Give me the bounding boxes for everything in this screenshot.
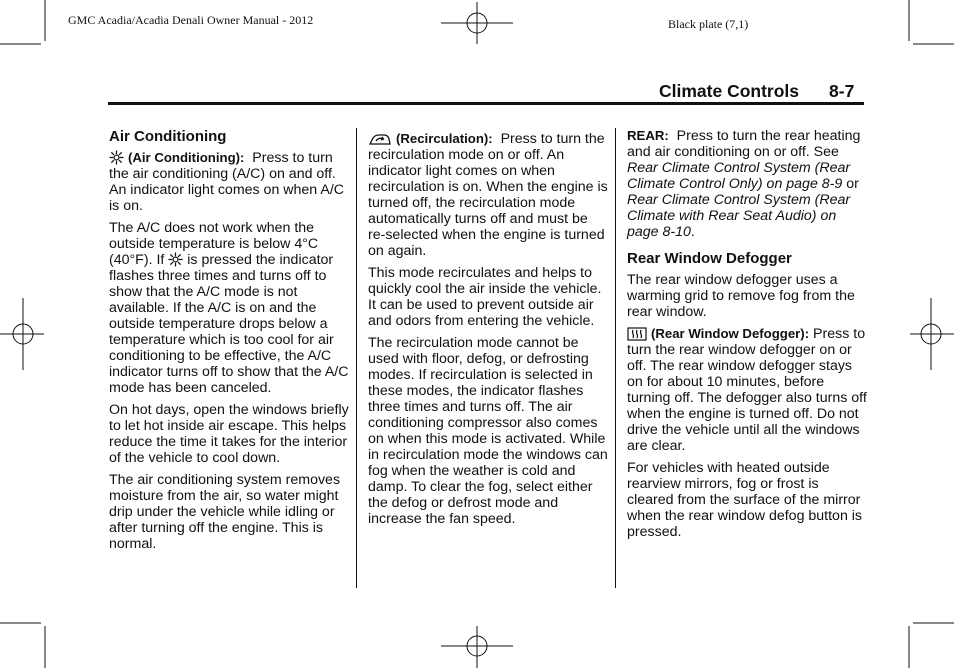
page-number: 8-7 [829, 81, 855, 101]
column-2 [368, 131, 608, 533]
snowflake-icon [168, 252, 183, 267]
column-1 [109, 128, 349, 558]
column-3 [627, 128, 867, 546]
recirculation-icon [368, 132, 392, 146]
rear-ref-2[interactable]: Rear Climate Control System (Rear Climate with Rear Seat Audio) on page 8-10 [627, 192, 851, 240]
ac-paragraph [109, 150, 349, 214]
recirculation-paragraph-2: This mode recirculates and helps to quickly cool the air inside the vehicle. It can be used to prevent outside air and odors from entering the vehicle. [368, 265, 602, 329]
recirculation-paragraph-3: The recirculation mode cannot be used with floor, defog, or defrosting modes. If recirculation is selected in these modes, the indicator flashes three times and turns off. The air conditioning compressor also comes on when this mode is activated. While in recirculation mode the windows can fog when the weather is cold and damp. To clear the fog, select either the defog or defrost mode and increase the fan speed. [368, 335, 608, 527]
ac-paragraph-2 [109, 220, 349, 396]
column-divider-2 [615, 128, 616, 588]
defogger-paragraph-3: For vehicles with heated outside rearview mirrors, fog or frost is cleared from the surface of the mirror when the rear window defog button is pressed. [627, 460, 863, 540]
header-rule [108, 102, 864, 105]
rear-period: . [690, 224, 695, 240]
registration-mark-right [910, 298, 954, 370]
rear-label: REAR: [627, 128, 669, 143]
ac-p2b: is pressed the indicator flashes three times and turns off to show that the A/C mode is not available. If the A/C is on and the outside temperature drops below a temperature which is too cool for air conditioning to be effective, the A/C indicator turns off to show that the A/C mode has been canceled. [109, 252, 349, 396]
snowflake-icon [109, 150, 124, 165]
section-title: Climate Controls [659, 81, 800, 101]
defogger-paragraph-1: The rear window defogger uses a warming grid to remove fog from the rear window. [627, 272, 855, 320]
rear-text: Press to turn the rear heating and air conditioning on or off. See [627, 128, 861, 160]
column-divider-1 [356, 128, 357, 588]
ac-paragraph-3: On hot days, open the windows briefly to let hot inside air escape. This helps reduce the time it takes for the interior of the vehicle to cool down. [109, 402, 349, 466]
rear-paragraph [627, 128, 867, 240]
section-header [659, 81, 854, 102]
defogger-label: (Rear Window Defogger): [650, 326, 810, 341]
plate-label: Black plate (7,1) [668, 17, 749, 31]
defogger-paragraph-2 [627, 326, 867, 454]
recirculation-text: Press to turn the recirculation mode on or off. An indicator light comes on when recirculation is on. When the engine is turned off, the recirculation mode automatically turns off and must be re-selected when the engine is turned on again. [368, 131, 608, 259]
ac-text: Press to turn the air conditioning (A/C) on and off. An indicator light comes on when A/C is on. [109, 150, 345, 214]
registration-mark-bottom [441, 626, 513, 668]
manual-title: GMC Acadia/Acadia Denali Owner Manual - 2012 [68, 13, 314, 27]
rear-window-defogger-heading: Rear Window Defogger [627, 250, 792, 267]
rear-defogger-icon [627, 327, 647, 341]
registration-mark-left [0, 298, 44, 370]
recirculation-paragraph [368, 131, 608, 259]
ac-p2a: The A/C does not work when the outside temperature is below 4°C (40°F). If [109, 220, 319, 268]
recirculation-label: (Recirculation): [395, 131, 493, 146]
rear-ref-1[interactable]: Rear Climate Control System (Rear Climate Control Only) on page 8-9 [627, 160, 851, 192]
air-conditioning-heading: Air Conditioning [109, 128, 227, 145]
defogger-text: Press to turn the rear window defogger on or off. The rear window defogger stays on for about 10 minutes, before turning off. The defogger also turns off when the engine is turned off. Do not drive the vehicle until all the windows are clear. [627, 326, 867, 454]
registration-mark-top [441, 2, 513, 44]
ac-label: (Air Conditioning): [127, 150, 245, 165]
rear-or: or [846, 176, 859, 192]
ac-paragraph-4: The air conditioning system removes moisture from the air, so water might drip under the vehicle while idling or after turning off the engine. This is normal. [109, 472, 341, 552]
